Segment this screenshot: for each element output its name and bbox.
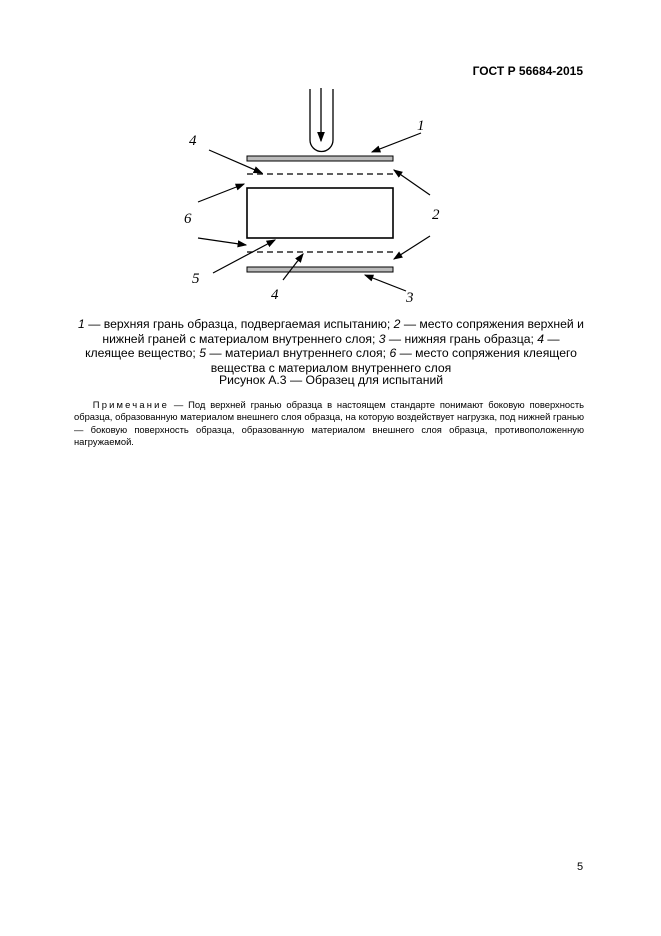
label-2: 2 [432, 207, 440, 223]
page-number: 5 [577, 861, 584, 873]
label-3: 3 [406, 290, 414, 306]
label-1: 1 [417, 118, 425, 134]
legend-num: 2 [393, 317, 401, 331]
legend-text: — нижняя грань образца; [385, 331, 538, 346]
legend-num: 4 [537, 331, 545, 346]
legend-num: 5 [199, 346, 206, 361]
note-label: Примечание [92, 399, 170, 410]
label-5: 5 [192, 271, 200, 287]
figure-legend [78, 317, 584, 375]
legend-text: — место сопряжения верхней и нижней граней с материалом внутреннего слоя; [102, 317, 584, 346]
legend-num: 1 [78, 317, 85, 331]
standard-number: ГОСТ Р 56684-2015 [472, 64, 583, 78]
figure-caption: Рисунок А.3 — Образец для испытаний [218, 373, 444, 387]
legend-text: — место сопряжения клеящего вещества с материалом внутреннего слоя [210, 346, 577, 375]
label-4-top: 4 [189, 133, 197, 149]
note [74, 399, 584, 449]
label-4-bottom: 4 [271, 287, 279, 303]
top-face [247, 156, 393, 161]
bottom-face [247, 267, 393, 272]
indenter-icon [310, 88, 333, 152]
legend-num: 6 [389, 346, 397, 361]
legend-num: 3 [378, 331, 386, 346]
note-text: — Под верхней гранью образца в настоящем стандарте понимают боковую поверхность образца, образованную материалом внешнего слоя образца, на которую воздействует нагрузка, под нижней гранью — боковую поверхность образца, образованную материалом внешнего слоя образца, противоположенную нагружаемой. [74, 399, 584, 448]
inner-layer [247, 188, 393, 238]
legend-text: — верхняя грань образца, подвергаемая испытанию; [84, 317, 394, 331]
legend-text: — клеящее вещество; [85, 331, 560, 361]
label-6: 6 [184, 211, 192, 227]
legend-text: — материал внутреннего слоя; [205, 346, 390, 361]
